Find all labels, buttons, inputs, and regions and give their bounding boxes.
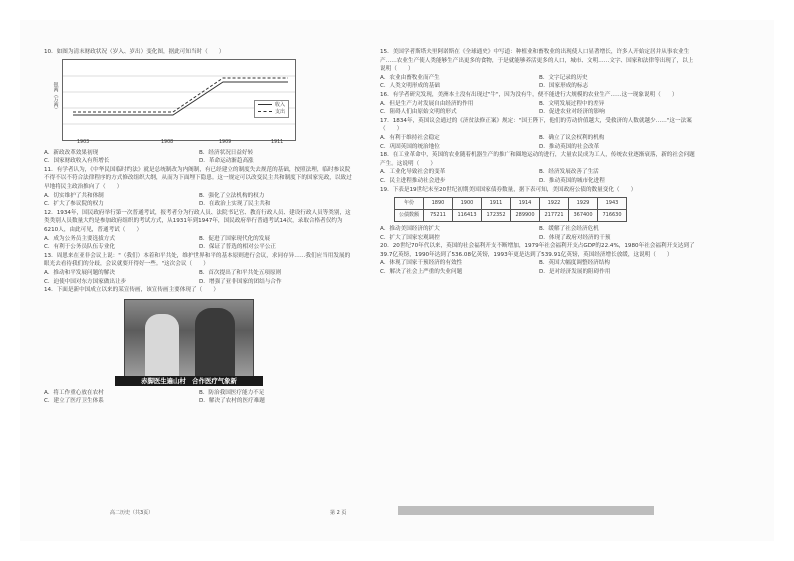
poster-figure-man bbox=[195, 308, 235, 376]
table-header-row bbox=[395, 198, 627, 210]
table-cell: 1911 bbox=[482, 198, 511, 210]
table-cell: 1914 bbox=[511, 198, 540, 210]
q11-option-c[interactable]: C．扩大了参议院的权力 bbox=[44, 201, 104, 208]
q18-options bbox=[380, 168, 698, 185]
q15-option-c[interactable]: C．人类文明形成的基础 bbox=[380, 83, 440, 90]
x-tick-1908: 1908 bbox=[161, 140, 174, 145]
x-tick-1909: 1909 bbox=[219, 140, 232, 145]
q16-option-b[interactable]: B．文明发展过程中的差异 bbox=[539, 100, 605, 107]
q17-options bbox=[380, 134, 698, 151]
chart-y-title: 银两（万两） bbox=[52, 81, 59, 112]
q18-option-b[interactable]: B．经济发展改善了生活 bbox=[539, 169, 599, 176]
q11-option-d[interactable]: D．在政治上实现了民主共和 bbox=[199, 201, 271, 208]
q12-option-a[interactable]: A．成为公务员主要选拔方式 bbox=[44, 235, 115, 242]
question-18: 18．在工业革命中，英国的农业随着机器生产的推广和圈地运动的进行，大量农民成为工人，传统农业逐渐衰落，新的社会问题产生。这说明（ ） bbox=[380, 152, 695, 167]
table-cell: 1929 bbox=[569, 198, 598, 210]
q10-options bbox=[44, 149, 354, 166]
q17-option-b[interactable]: B．确立了议会权利的机构 bbox=[539, 134, 605, 141]
q20-option-b[interactable]: B．英国大幅度调整经济结构 bbox=[539, 260, 610, 267]
question-17: 17．1834年，英国议会通过的《济贫法修正案》规定："国王陛下，他们的劳动价值越大，受救济的人数就越少……"这一法案（ ） bbox=[380, 117, 692, 133]
question-15: 15．美国学者斯塔夫里阿诺斯在《全球通史》中写道：种植业和畜牧业的出现使人口显著增长，许多人开始定居并从事农业生产……农业生产使人类能够生产出更多的食物，于是就能够养活更多的人口，城市、文明……文字、国家和法律等出现了，以上说明（ ） bbox=[380, 49, 694, 73]
q12-option-b[interactable]: B．促进了国家现代化的发展 bbox=[199, 235, 270, 242]
table-cell: 116413 bbox=[453, 210, 482, 222]
table-row bbox=[395, 210, 627, 222]
q17-option-c[interactable]: C．巩固英国的统治地位 bbox=[380, 143, 440, 150]
legend-expense: 支出 bbox=[274, 108, 285, 115]
page-number: 第 2 页 bbox=[330, 510, 347, 516]
q15-option-b[interactable]: B．文字记录的历史 bbox=[539, 74, 588, 81]
right-column bbox=[380, 48, 698, 277]
q19-option-d[interactable]: D．体现了政府对经济的干预 bbox=[539, 234, 611, 241]
table-cell: 1943 bbox=[598, 198, 627, 210]
table-cell: 年份 bbox=[395, 198, 424, 210]
debt-table bbox=[394, 197, 627, 222]
q14-option-d[interactable]: D．解决了农村的医疗难题 bbox=[199, 398, 265, 405]
q10-option-b[interactable]: B．经济状况日益好转 bbox=[199, 149, 254, 156]
table-cell: 172352 bbox=[482, 210, 511, 222]
q18-option-d[interactable]: D．推动英国的城市化进程 bbox=[539, 177, 605, 184]
q15-options bbox=[380, 74, 698, 91]
q14-option-c[interactable]: C．建立了医疗卫生体系 bbox=[44, 398, 104, 405]
q14-options bbox=[44, 389, 354, 406]
q12-options bbox=[44, 235, 354, 252]
table-cell: 716630 bbox=[598, 210, 627, 222]
q13-option-b[interactable]: B．首次提出了和平共处五项原则 bbox=[199, 269, 282, 276]
q18-option-c[interactable]: C．民主进程推动社会进步 bbox=[380, 177, 446, 184]
q17-option-d[interactable]: D．推动英国的社会改革 bbox=[539, 143, 600, 150]
q16-option-d[interactable]: D．促进农业对经济的影响 bbox=[539, 109, 605, 116]
q10-option-d[interactable]: D．革命运动渐趋高涨 bbox=[199, 158, 254, 165]
q16-option-c[interactable]: C．阻碍人们由原始文明的形式 bbox=[380, 109, 457, 116]
table-cell: 289900 bbox=[511, 210, 540, 222]
q14-option-a[interactable]: A．将工作重心放在农村 bbox=[44, 389, 104, 396]
q15-option-d[interactable]: D．国家形成的标志 bbox=[539, 83, 589, 90]
question-20: 20．20世纪70年代以来，英国的社会福利开支不断增加，1979年社会福利开支占GDP的22.4%，1980年社会福利开支达到了39.7亿英镑，1990年达到了536.08亿英镑，1993年更是达到了539.91亿英镑，英国经济增长放缓，这说明（ ） bbox=[380, 243, 695, 258]
q19-option-a[interactable]: A．推动美国经济的扩大 bbox=[380, 226, 440, 233]
scan-shadow-bar bbox=[398, 506, 654, 515]
q12-option-d[interactable]: D．保证了普选的相对公平公正 bbox=[199, 244, 277, 251]
q16-options bbox=[380, 100, 698, 117]
chart-legend bbox=[254, 100, 289, 118]
q20-option-d[interactable]: D．是对经济发展的阻碍作用 bbox=[539, 269, 611, 276]
left-column bbox=[44, 48, 354, 406]
q12-option-c[interactable]: C．有利于公务员队伍专业化 bbox=[44, 244, 116, 251]
table-cell: 367400 bbox=[569, 210, 598, 222]
table-cell: 75211 bbox=[424, 210, 453, 222]
q19-options bbox=[380, 225, 698, 242]
table-cell: 公债数额 bbox=[395, 210, 424, 222]
q19-option-c[interactable]: C．扩大了国家宏观调控 bbox=[380, 234, 440, 241]
q13-option-d[interactable]: D．增强了亚非国家的团结与合作 bbox=[199, 278, 282, 285]
q11-option-b[interactable]: B．强化了立法机构的权力 bbox=[199, 192, 265, 199]
legend-income: 收入 bbox=[274, 101, 285, 108]
q20-option-c[interactable]: C．解决了社会上严重的失业问题 bbox=[380, 269, 463, 276]
q20-option-a[interactable]: A．体现了国家干预经济的有效性 bbox=[380, 260, 463, 267]
q20-options bbox=[380, 259, 698, 276]
q17-option-a[interactable]: A．有利于维持社会稳定 bbox=[380, 134, 440, 141]
x-tick-1903: 1903 bbox=[77, 140, 90, 145]
q13-options bbox=[44, 269, 354, 286]
question-13: 13．周恩来在亚非会议上说："（我们）本着和平共处，维护世界和平的基本原则进行会议，求同存异……我们应当用发展的眼光去看待我们的分歧，会议就要开得好一些。"这次会议（ ） bbox=[44, 252, 351, 268]
q16-option-a[interactable]: A．但是生产力对发展自由经济的作用 bbox=[380, 100, 474, 107]
table-cell: 1890 bbox=[424, 198, 453, 210]
table-cell: 217721 bbox=[540, 210, 569, 222]
question-10: 10．如图为清末财政状况（岁入、岁出）变化图，据此可知当时（ ） bbox=[44, 49, 225, 55]
finance-chart bbox=[52, 59, 296, 145]
question-11: 11．有学者认为，《中华民国临时约法》就是总统制改为内阁制，有已经建立的制度失去规范的基础，按照法理，临时参议院不得不以不符合法律程序的方式修改组织大纲，从而为下面埋下隐患。这一规定可以改变民主共和制度下的国家宪政，以致过早地将民主政治推向了（ ） bbox=[44, 166, 352, 190]
q10-option-a[interactable]: A．新政改革效果初现 bbox=[44, 149, 99, 156]
table-cell: 1922 bbox=[540, 198, 569, 210]
q11-options bbox=[44, 192, 354, 209]
q15-option-a[interactable]: A．农业由畜牧业而产生 bbox=[380, 74, 440, 81]
table-cell: 1900 bbox=[453, 198, 482, 210]
propaganda-poster bbox=[124, 299, 254, 385]
poster-caption: 赤脚医生遍山村 合作医疗气象新 bbox=[115, 376, 263, 386]
poster-figure-woman bbox=[145, 314, 179, 376]
q13-option-c[interactable]: C．迫使中国对东方国家做出让步 bbox=[44, 278, 127, 285]
left-footer: 高二历史（共3页） bbox=[110, 510, 154, 516]
q14-option-b[interactable]: B．防治我国医疗能力不足 bbox=[199, 389, 265, 396]
q19-option-b[interactable]: B．缓解了社会经济危机 bbox=[539, 226, 599, 233]
q10-option-c[interactable]: C．国家财政收入有所增长 bbox=[44, 158, 110, 165]
x-tick-1911: 1911 bbox=[271, 140, 284, 145]
q18-option-a[interactable]: A．工业化导致社会的变革 bbox=[380, 169, 446, 176]
q11-option-a[interactable]: A．切实维护了共和体制 bbox=[44, 192, 104, 199]
question-16: 16．有学者研究发现，美洲本土没有出现过"牛"，因为没有牛，便不能进行大规模的农业生产……这一现象说明（ ） bbox=[380, 91, 678, 98]
q13-option-a[interactable]: A．推动和平发展问题的解决 bbox=[44, 269, 115, 276]
question-14: 14．下面是新中国成立以来的某宣传画，该宣传画主要体现了（ ） bbox=[44, 287, 219, 294]
question-19: 19．下表是19世纪末至20世纪初期美国国家债券数量，据下表可知，美国政府公债的数量变化（ ） bbox=[380, 186, 637, 193]
question-12: 12．1934年，国民政府举行第一次普通考试，报考者分为行政人员、法院书记官、教育行政人员、建设行政人员等类别，这类类别人员数量大约是参加政府组织的考试方式，从1931年到1947年，国民政府举行普通考试14次，录取合格者仅约为6210人，由此可见，普通考试（ ） bbox=[44, 209, 351, 233]
